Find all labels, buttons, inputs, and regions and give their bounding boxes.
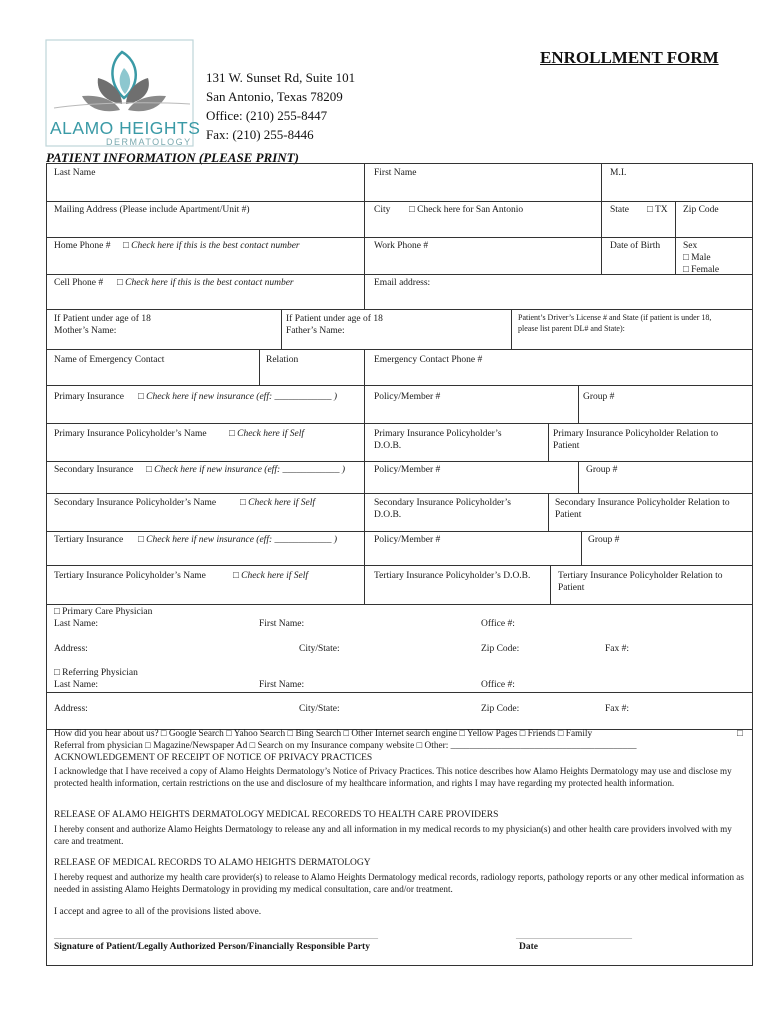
- home-phone-field[interactable]: Home Phone #: [54, 241, 111, 251]
- first-name-field[interactable]: First Name: [374, 168, 417, 178]
- address-line-1: 131 W. Sunset Rd, Suite 101: [206, 70, 356, 85]
- tx-checkbox[interactable]: □ TX: [647, 205, 668, 215]
- tertiary-policyholder-name-field[interactable]: Tertiary Insurance Policyholder’s Name: [54, 571, 206, 581]
- middle-initial-field[interactable]: M.I.: [610, 168, 627, 178]
- primary-policyholder-dob-field[interactable]: D.O.B.: [374, 441, 402, 451]
- pcp-fax-field[interactable]: Fax #:: [605, 644, 630, 654]
- mailing-address-field[interactable]: Mailing Address (Please include Apartment/Unit #): [54, 205, 250, 215]
- secondary-policyholder-dob-field[interactable]: D.O.B.: [374, 510, 402, 520]
- referral-source-options[interactable]: How did you hear about us? □ Google Search □ Yahoo Search □ Bing Search □ Other Internet search engine □ Yellow Pages □ Friends □ Family: [54, 729, 593, 739]
- home-best-contact-checkbox[interactable]: □ Check here if this is the best contact number: [123, 241, 300, 251]
- tertiary-insurance-field[interactable]: Tertiary Insurance: [54, 535, 124, 545]
- emergency-contact-phone-field[interactable]: Emergency Contact Phone #: [374, 355, 483, 365]
- city-field[interactable]: City: [374, 205, 391, 215]
- pcp-city-state-field[interactable]: City/State:: [299, 644, 340, 654]
- referral-extra-checkbox[interactable]: □: [737, 729, 743, 739]
- primary-relation-label: Primary Insurance Policyholder Relation to: [553, 429, 719, 439]
- ref-first-name-field[interactable]: First Name:: [259, 680, 305, 690]
- secondary-new-insurance-checkbox[interactable]: □ Check here if new insurance (eff: ____________ ): [146, 465, 346, 475]
- secondary-policy-member-field[interactable]: Policy/Member #: [374, 465, 441, 475]
- secondary-relation-field[interactable]: Patient: [555, 510, 582, 520]
- primary-policyholder-dob-label: Primary Insurance Policyholder’s: [374, 429, 502, 439]
- cell-best-contact-checkbox[interactable]: □ Check here if this is the best contact number: [117, 278, 294, 288]
- release-to-practice-text: I hereby request and authorize my health care provider(s) to release to Alamo Heights Dermatology medical records, radiology reports, pathology reports or any other medical information as needed in assisting Alamo Heights Dermatology in providing my medical consultation, care and/or treatment.: [54, 872, 744, 894]
- logo-subtitle: DERMATOLOGY: [106, 137, 192, 147]
- date-label: Date: [519, 942, 538, 952]
- logo-name: ALAMO HEIGHTS: [50, 118, 201, 138]
- primary-care-physician-checkbox[interactable]: □ Primary Care Physician: [54, 607, 153, 617]
- state-field[interactable]: State: [610, 205, 629, 215]
- enrollment-form-grid: [46, 163, 753, 966]
- privacy-text: I acknowledge that I have received a copy of Alamo Heights Dermatology’s Notice of Privacy Practices. This notice describes how Alamo Heights Dermatology may use and disclose my protected health information, certain restrictions on the use and disclosure of my healthcare information, and rights I may have regarding my protected health information.: [54, 766, 732, 788]
- release-to-providers-text: I hereby consent and authorize Alamo Heights Dermatology to release any and all information in my medical records to my physician(s) and other health care providers involved with my care and treatment.: [54, 824, 732, 846]
- fax-number: Fax: (210) 255-8446: [206, 127, 314, 142]
- cell-phone-field[interactable]: Cell Phone #: [54, 278, 104, 288]
- office-phone: Office: (210) 255-8447: [206, 108, 328, 123]
- secondary-self-checkbox[interactable]: □ Check here if Self: [240, 498, 316, 508]
- tertiary-group-field[interactable]: Group #: [588, 535, 620, 545]
- practice-logo: [44, 38, 199, 150]
- last-name-field[interactable]: Last Name: [54, 168, 96, 178]
- pcp-office-field[interactable]: Office #:: [481, 619, 515, 629]
- zip-code-field[interactable]: Zip Code: [683, 205, 719, 215]
- section-title: PATIENT INFORMATION (PLEASE PRINT): [46, 150, 299, 165]
- work-phone-field[interactable]: Work Phone #: [374, 241, 429, 251]
- mother-name-label-1: If Patient under age of 18: [54, 314, 151, 324]
- primary-relation-field[interactable]: Patient: [553, 441, 580, 451]
- date-of-birth-field[interactable]: Date of Birth: [610, 241, 661, 251]
- tertiary-policyholder-dob-field[interactable]: Tertiary Insurance Policyholder’s D.O.B.: [374, 571, 531, 581]
- ref-zip-field[interactable]: Zip Code:: [481, 704, 520, 714]
- date-line[interactable]: _____________________________: [516, 931, 632, 940]
- drivers-license-field[interactable]: please list parent DL# and State):: [518, 324, 625, 333]
- email-field[interactable]: Email address:: [374, 278, 431, 288]
- license-label-1: Patient’s Driver’s License # and State (if patient is under 18,: [518, 313, 712, 322]
- ref-address-field[interactable]: Address:: [54, 704, 88, 714]
- signature-label: Signature of Patient/Legally Authorized Person/Financially Responsible Party: [54, 942, 370, 952]
- secondary-insurance-field[interactable]: Secondary Insurance: [54, 465, 134, 475]
- primary-policyholder-name-field[interactable]: Primary Insurance Policyholder’s Name: [54, 429, 207, 439]
- ref-city-state-field[interactable]: City/State:: [299, 704, 340, 714]
- pcp-address-field[interactable]: Address:: [54, 644, 88, 654]
- primary-policy-member-field[interactable]: Policy/Member #: [374, 392, 441, 402]
- release-to-practice-title: RELEASE OF MEDICAL RECORDS TO ALAMO HEIGHTS DERMATOLOGY: [54, 858, 371, 868]
- ref-fax-field[interactable]: Fax #:: [605, 704, 630, 714]
- ref-last-name-field[interactable]: Last Name:: [54, 680, 99, 690]
- male-checkbox[interactable]: □ Male: [683, 253, 711, 263]
- secondary-policyholder-dob-label: Secondary Insurance Policyholder’s: [374, 498, 512, 508]
- release-to-providers-title: RELEASE OF ALAMO HEIGHTS DERMATOLOGY MEDICAL RECOREDS TO HEALTH CARE PROVIDERS: [54, 810, 499, 820]
- pcp-last-name-field[interactable]: Last Name:: [54, 619, 99, 629]
- address-line-2: San Antonio, Texas 78209: [206, 89, 343, 104]
- emergency-contact-name-field[interactable]: Name of Emergency Contact: [54, 355, 165, 365]
- tertiary-relation-field[interactable]: Patient: [558, 583, 585, 593]
- ref-office-field[interactable]: Office #:: [481, 680, 515, 690]
- privacy-title: ACKNOWLEDGEMENT OF RECEIPT OF NOTICE OF PRIVACY PRACTICES: [54, 753, 373, 763]
- pcp-zip-field[interactable]: Zip Code:: [481, 644, 520, 654]
- secondary-group-field[interactable]: Group #: [586, 465, 618, 475]
- relation-field[interactable]: Relation: [266, 355, 299, 365]
- father-name-field[interactable]: Father’s Name:: [286, 326, 345, 336]
- mother-name-field[interactable]: Mother’s Name:: [54, 326, 117, 336]
- female-checkbox[interactable]: □ Female: [683, 265, 720, 275]
- secondary-policyholder-name-field[interactable]: Secondary Insurance Policyholder’s Name: [54, 498, 217, 508]
- san-antonio-checkbox[interactable]: □ Check here for San Antonio: [409, 205, 524, 215]
- primary-self-checkbox[interactable]: □ Check here if Self: [229, 429, 305, 439]
- father-name-label-1: If Patient under age of 18: [286, 314, 383, 324]
- form-title: ENROLLMENT FORM: [540, 48, 719, 67]
- signature-line[interactable]: _________________________________________________________________________________: [54, 931, 378, 940]
- accept-statement: I accept and agree to all of the provisions listed above.: [54, 907, 262, 917]
- primary-new-insurance-checkbox[interactable]: □ Check here if new insurance (eff: ____________ ): [138, 392, 338, 402]
- pcp-first-name-field[interactable]: First Name:: [259, 619, 305, 629]
- tertiary-new-insurance-checkbox[interactable]: □ Check here if new insurance (eff: ____________ ): [138, 535, 338, 545]
- tertiary-self-checkbox[interactable]: □ Check here if Self: [233, 571, 309, 581]
- referral-source-options-2[interactable]: Referral from physician □ Magazine/Newspaper Ad □ Search on my Insurance company website □ Other: ________________________________________: [54, 741, 637, 751]
- sex-label: Sex: [683, 241, 698, 251]
- tertiary-policy-member-field[interactable]: Policy/Member #: [374, 535, 441, 545]
- primary-group-field[interactable]: Group #: [583, 392, 615, 402]
- referring-physician-checkbox[interactable]: □ Referring Physician: [54, 668, 138, 678]
- secondary-relation-label: Secondary Insurance Policyholder Relation to: [555, 498, 730, 508]
- tertiary-relation-label: Tertiary Insurance Policyholder Relation to: [558, 571, 723, 581]
- primary-insurance-field[interactable]: Primary Insurance: [54, 392, 124, 402]
- practice-address: [206, 68, 355, 144]
